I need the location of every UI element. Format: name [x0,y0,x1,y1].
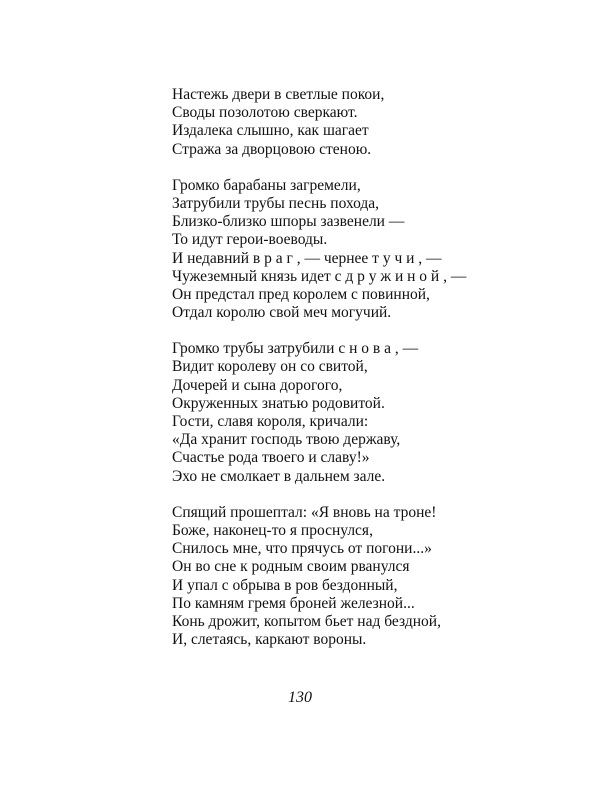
stanza-1 [172,86,502,159]
poem-line: Он во сне к родным своим рванулся [172,558,410,576]
poem-line: Дочерей и сына дорогого, [172,376,343,394]
poem-line: Чужеземный князь идет с д р у ж и н о й , — [172,267,467,285]
poem-line: По камням гремя броней железной... [172,594,415,612]
poem-line: И, слетаясь, каркают вороны. [172,631,367,649]
poem-line: Снилось мне, что прячусь от погони...» [172,540,432,558]
stanza-3 [172,340,502,486]
stanza-4 [172,504,502,650]
poem-line: Близко-близко шпоры зазвенели — [172,213,405,231]
poem-line: Спящий прошептал: «Я вновь на троне! [172,503,437,521]
poem-line: Громко трубы затрубили с н о в а , — [172,340,419,358]
poem-line: То идут герои-воеводы. [172,231,328,249]
poem-line: Видит королеву он со свитой, [172,358,368,376]
poem-line: Громко барабаны загремели, [172,176,361,194]
page-number: 130 [288,689,312,706]
poem-line: Боже, наконец-то я проснулся, [172,521,373,539]
poem-line: И упал с обрыва в ров бездонный, [172,576,398,594]
poem-line: Затрубили трубы песнь похода, [172,194,380,212]
poem-line: «Да хранит господь твою державу, [172,431,401,449]
poem-line: Конь дрожит, копытом бьет над бездной, [172,612,441,630]
poem-line: Отдал королю свой меч могучий. [172,304,392,322]
poem-line: Эхо не смолкает в дальнем зале. [172,467,386,485]
poem-line: Гости, славя короля, кричали: [172,413,369,430]
poem-line: Стража за дворцовою стеною. [172,140,372,158]
stanza-2 [172,177,502,323]
poem-line: Он предстал пред королем с повинной, [172,285,430,303]
poem-line: Счастье рода твоего и славу!» [172,449,370,467]
poem-line: И недавний в р а г , — чернее т у ч и , — [172,249,442,267]
poem-line: Окруженных знатью родовитой. [172,394,385,412]
poem-text [172,86,502,649]
poem-line: Издалека слышно, как шагает [172,122,369,140]
poem-line: Своды позолотою сверкают. [172,104,358,122]
poem-line: Настежь двери в светлые покои, [172,86,385,103]
